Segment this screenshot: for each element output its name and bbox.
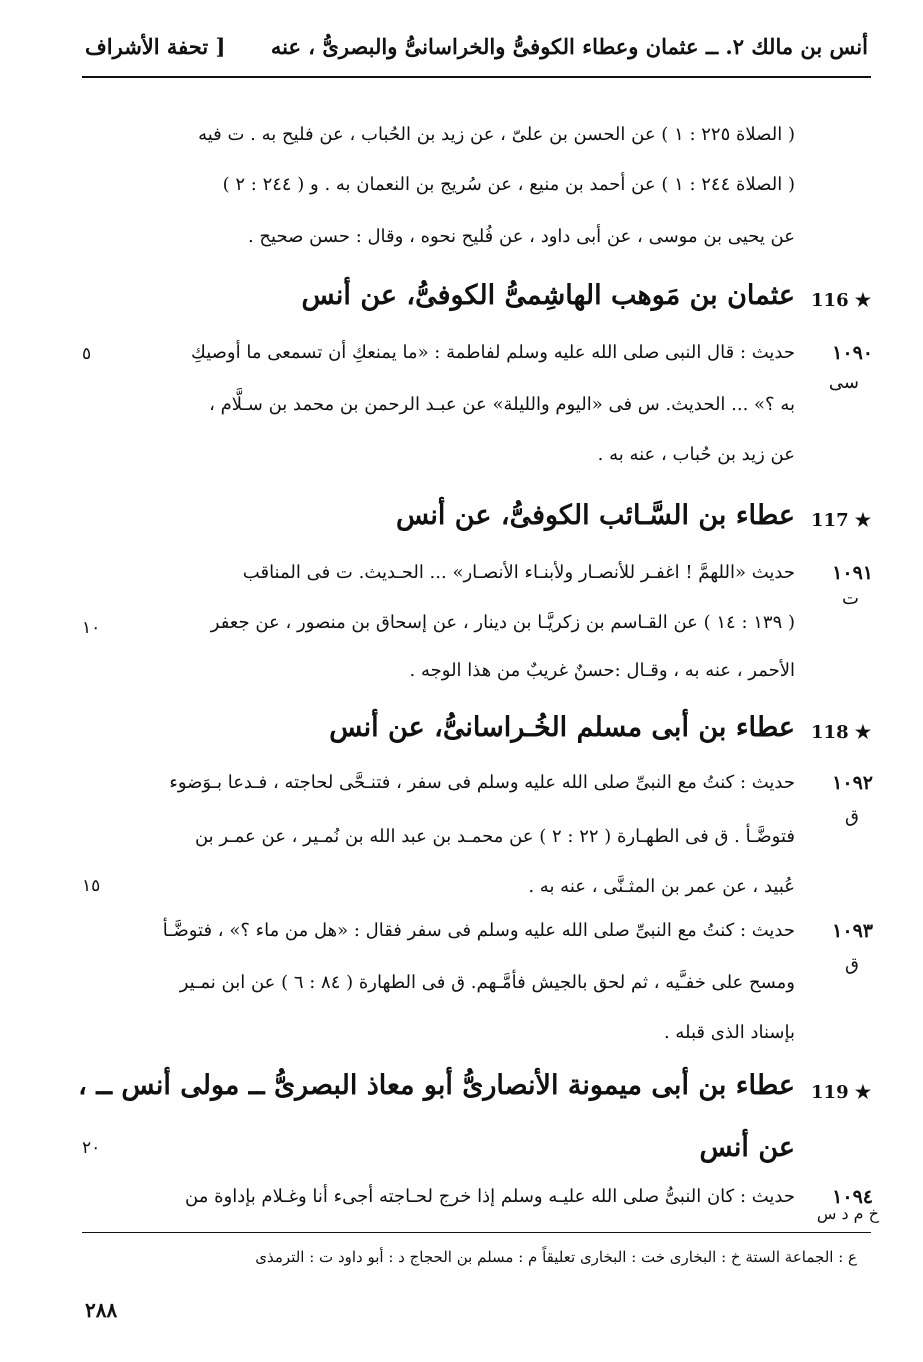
section-number: 116 ★: [811, 290, 871, 311]
section-heading: عطاء بن السَّـائب الكوفىُّ، عن أنس: [395, 500, 795, 531]
text-line: عن زيد بن حُباب ، عنه به .: [597, 444, 795, 465]
section-heading-cont: عن أنس: [699, 1132, 795, 1163]
text-line: فتوضَّـأ . ق فى الطهـارة ( ٢٢ : ٢ ) عن محمـد بن عبد الله بن نُمـير ، عن عمـر بن: [194, 826, 795, 847]
text-line: عُبيد ، عن عمر بن المثـنَّى ، عنه به .: [528, 876, 795, 897]
hadith-siglum: ق: [845, 806, 859, 827]
margin-line-number: ٢٠: [82, 1138, 101, 1158]
running-header-book: [ تحفة الأشراف: [85, 34, 226, 59]
section-number: 118 ★: [811, 722, 871, 743]
hadith-siglum: ت: [842, 588, 859, 609]
abbreviations-footer: ع : الجماعة الستة خ : البخارى خت : البخارى تعليقاً م : مسلم بن الحجاج د : أبو داود ت : الترمذى: [255, 1248, 857, 1266]
section-heading: عثمان بن مَوهب الهاشِمىُّ الكوفىُّ، عن أنس: [301, 280, 795, 311]
section-number: 117 ★: [811, 510, 871, 531]
text-line: به ؟» ... الحديث. س فى «اليوم والليلة» عن عبـد الرحمن بن محمد بن سـلَّام ،: [209, 394, 795, 415]
hadith-siglum: ق: [845, 954, 859, 975]
margin-line-number: ١٠: [82, 618, 101, 638]
section-number: 119 ★: [811, 1082, 871, 1103]
hadith-number: ١٠٩٠: [832, 342, 873, 364]
hadith-siglum: سى: [828, 372, 859, 393]
text-line: حديث «اللهمَّ ! اغفـر للأنصـار ولأبنـاء الأنصـار» ... الحـديث. ت فى المناقب: [242, 562, 795, 583]
text-line: الأحمر ، عنه به ، وقـال :حسنٌ غريبٌ من هذا الوجه .: [409, 660, 795, 681]
running-header-title: أنس بن مالك ٢. ــ عثمان وعطاء الكوفىُّ والخراسانىُّ والبصرىُّ ، عنه: [270, 34, 868, 59]
section-heading: عطاء بن أبى ميمونة الأنصارىُّ أبو معاذ البصرىُّ ــ مولى أنس ــ ،: [78, 1070, 795, 1101]
hadith-number: ١٠٩٢: [832, 772, 873, 794]
text-line: ( ١٣٩ : ١٤ ) عن القـاسم بن زكريَّـا بن دينار ، عن إسحاق بن منصور ، عن جعفر: [210, 612, 795, 633]
text-line: حديث : كنتُ مع النبىِّ صلى الله عليه وسلم فى سفر ، فتنـحَّى لحاجته ، فـدعا بـوَضوء: [169, 772, 795, 793]
hadith-number: ١٠٩٤: [832, 1186, 873, 1208]
hadith-number: ١٠٩٣: [832, 920, 873, 942]
text-line: بإسناد الذى قبله .: [663, 1022, 795, 1043]
header-rule: [82, 76, 871, 78]
hadith-number: ١٠٩١: [832, 562, 873, 584]
text-line: حديث : كنتُ مع النبىِّ صلى الله عليه وسلم فى سفر فقال : «هل من ماء ؟» ، فتوضَّـأ: [162, 920, 795, 941]
section-heading: عطاء بن أبى مسلم الخُـراسانىُّ، عن أنس: [329, 712, 795, 743]
footer-rule: [82, 1232, 871, 1233]
margin-line-number: ٥: [82, 344, 92, 364]
text-line: حديث : كان النبىُّ صلى الله عليـه وسلم إذا خرج لحـاجته أجىء أنا وغـلام بإداوة من: [185, 1186, 795, 1207]
text-line: حديث : قال النبى صلى الله عليه وسلم لفاطمة : «ما يمنعكِ أن تسمعى ما أوصيكِ: [191, 342, 795, 363]
hadith-siglum: خ م د س: [816, 1204, 879, 1223]
text-line: ( الصلاة ٢٤٤ : ١ ) عن أحمد بن منيع ، عن سُريج بن النعمان به . و ( ٢٤٤ : ٢ ): [222, 174, 795, 195]
text-line: ومسح على خفـَّيه ، ثم لحق بالجيش فأمَّـهم. ق فى الطهارة ( ٨٤ : ٦ ) عن ابن نمـير: [179, 972, 795, 993]
page-number: ٢٨٨: [85, 1298, 118, 1322]
text-line: عن يحيى بن موسى ، عن أبى داود ، عن فُليح نحوه ، وقال : حسن صحيح .: [247, 226, 795, 247]
margin-line-number: ١٥: [82, 876, 101, 896]
text-line: ( الصلاة ٢٢٥ : ١ ) عن الحسن بن علىّ ، عن زيد بن الحُباب ، عن فليح به . ت فيه: [198, 124, 795, 145]
